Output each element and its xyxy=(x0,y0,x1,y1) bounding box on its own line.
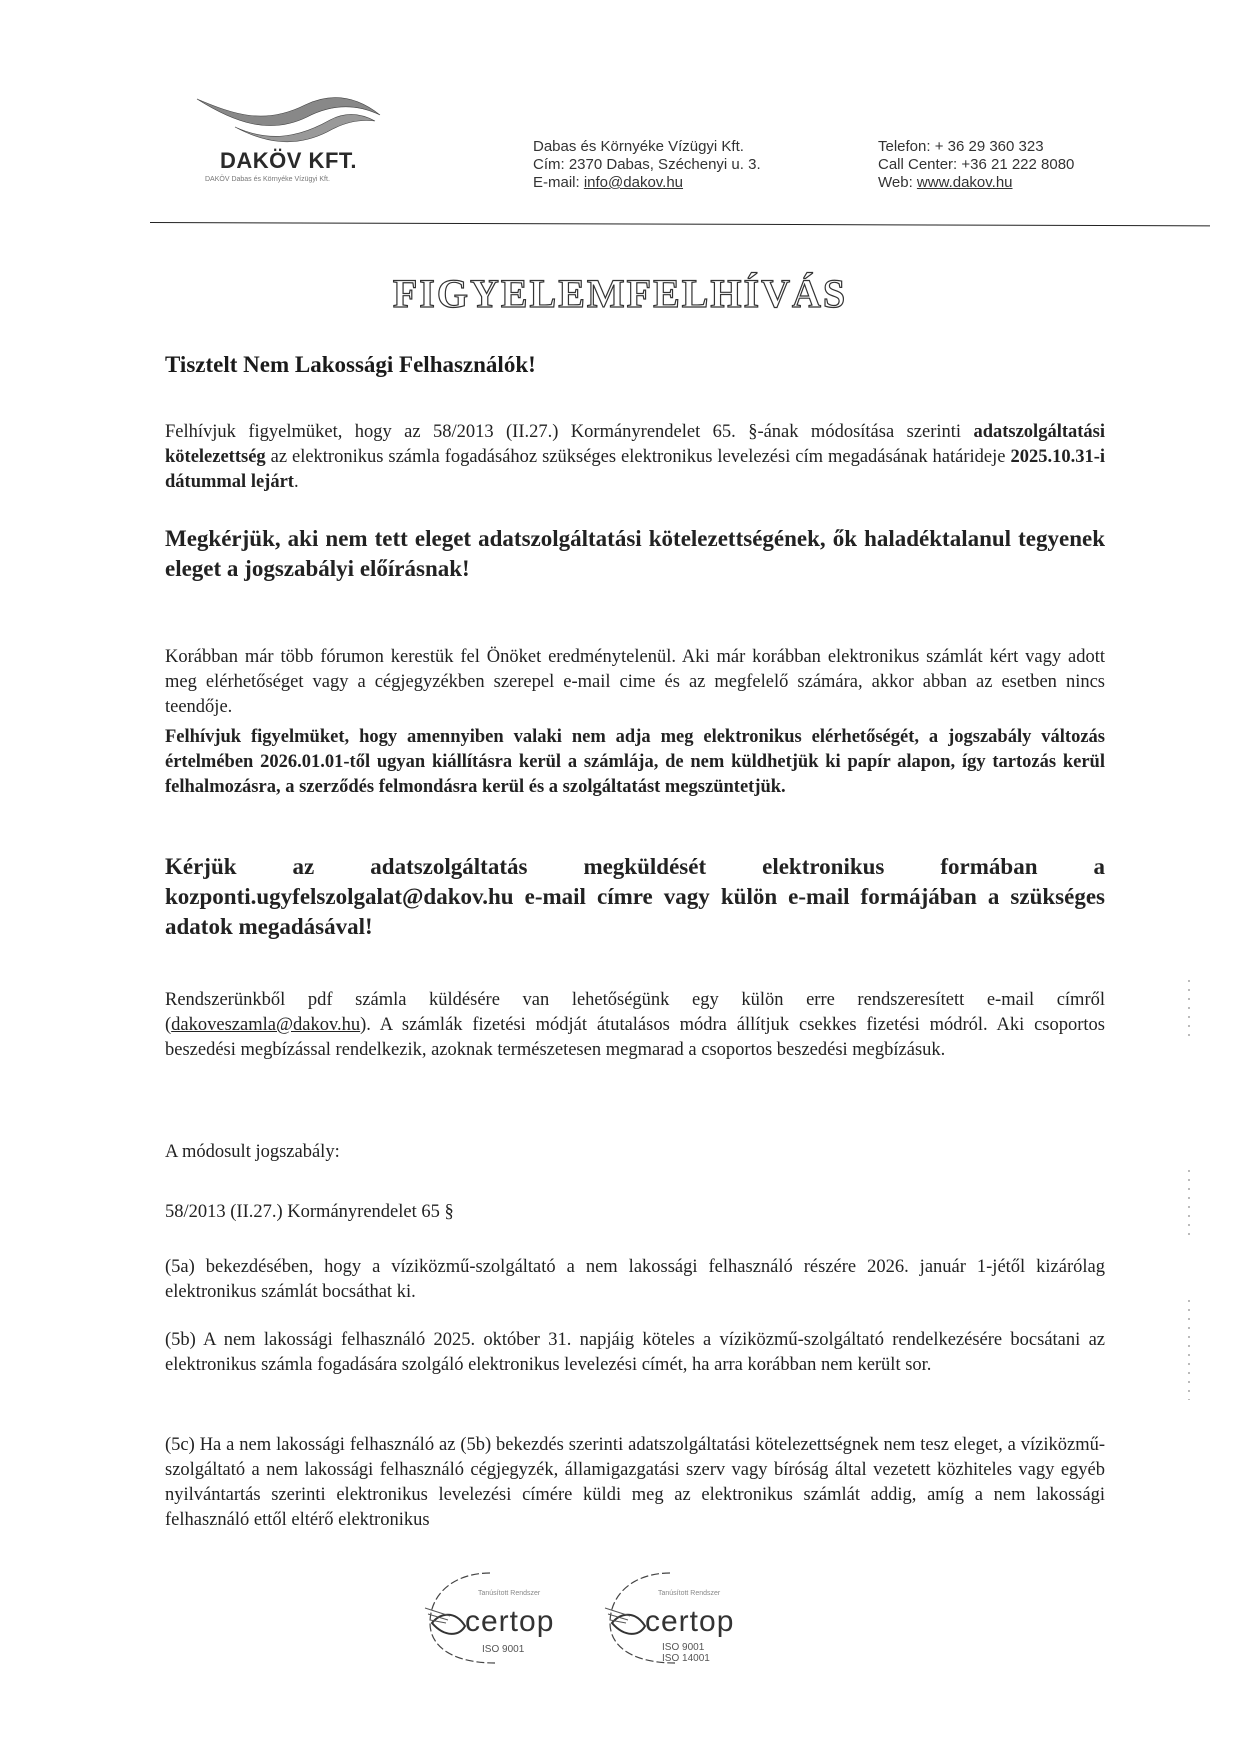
contact-address-block xyxy=(533,138,761,192)
paragraph-warning: Felhívjuk figyelmüket, hogy amennyiben valaki nem adja meg elektronikus elérhetőségét, a jogszabály változás értelmében 2026.01.01-től ugyan kiállításra kerül a számlája, de nem küldhetjük ki papír alapon, így tartozás kerül felhalmozásra, a szerződés felmondásra kerül és a szolgáltatást megszüntetjük. xyxy=(165,727,1105,797)
logo-tagline: DAKÖV Dabas és Környéke Vízügyi Kft. xyxy=(205,176,330,183)
call-center-number: Call Center: +36 21 222 8080 xyxy=(878,156,1075,173)
scan-artifact xyxy=(1188,1300,1190,1400)
amended-law-heading: A módosult jogszabály: xyxy=(165,1142,340,1162)
paragraph-previous-contact: Korábban már több fórumon kerestük fel Önöket eredménytelenül. Aki már korábban elektronikus számlát kért vagy adott meg elérhetőséget vagy a cégjegyzékben szerepel e-mail cime és az megfelelő számára, akkor abban az esetben nincs teendője. xyxy=(165,647,1105,717)
paragraph-request: Megkérjük, aki nem tett eleget adatszolgáltatási kötelezettségének, ők haladéktalanul tegyenek eleget a jogszabályi előírásnak! xyxy=(165,526,1105,581)
logo-name: DAKÖV KFT. xyxy=(220,148,357,173)
cert-standard: ISO 14001 xyxy=(662,1653,710,1664)
law-section-5a: (5a) bekezdésében, hogy a víziközmű-szolgáltató a nem lakossági felhasználó részére 2026. január 1-jétől kizárólag elektronikus számlát bocsáthat ki. xyxy=(165,1257,1105,1302)
phone-number: Telefon: + 36 29 360 323 xyxy=(878,138,1044,155)
cert-caption: Tanúsított Rendszer xyxy=(658,1590,721,1597)
cert-brand: certop xyxy=(645,1605,735,1638)
web-label: Web: xyxy=(878,174,917,191)
certop-badge-iso9001 xyxy=(420,1568,570,1668)
text: Rendszerünkből pdf számla küldésére van lehetőségünk egy külön erre rendszeresített e-mail címről ( xyxy=(165,990,1105,1035)
scan-artifact xyxy=(1188,980,1190,1040)
cert-caption: Tanúsított Rendszer xyxy=(478,1590,541,1597)
invoice-email-link[interactable]: dakoveszamla@dakov.hu xyxy=(171,1015,361,1035)
text: az elektronikus számla fogadásához szükséges elektronikus levelezési cím megadásának határideje xyxy=(265,447,1011,467)
cert-brand: certop xyxy=(465,1605,555,1638)
document-title: FIGYELEMFELHÍVÁS xyxy=(392,271,848,316)
deadline-date: 2025.10.31-i dátummal lejárt xyxy=(165,447,1105,492)
header-divider xyxy=(150,222,1210,226)
law-section-5b: (5b) A nem lakossági felhasználó 2025. október 31. napjáig köteles a víziközmű-szolgáltató rendelkezésére bocsátani az elektronikus számla fogadására szolgáló elektronikus levelezési címét, ha arra korábban nem került sor. xyxy=(165,1330,1105,1375)
salutation: Tisztelt Nem Lakossági Felhasználók! xyxy=(165,352,536,377)
company-email-line xyxy=(533,174,761,192)
paragraph-pdf-invoice xyxy=(165,988,1105,1063)
contact-phone-block xyxy=(878,138,1074,192)
company-logo xyxy=(185,85,395,195)
website-link[interactable]: www.dakov.hu xyxy=(916,174,1013,191)
cert-standard: ISO 9001 xyxy=(662,1642,705,1653)
law-section-5c: (5c) Ha a nem lakossági felhasználó az (5b) bekezdés szerinti adatszolgáltatási kötelezettségnek nem tesz eleget, a víziközmű-szolgáltató a nem lakossági felhasználó cégjegyzék, államigazgatási szerv vagy bíróság által vezetett közhiteles vagy egyéb nyilvántartás szerinti elektronikus levelezési címére küldi meg az elektronikus számlát addig, amíg a nem lakossági felhasználó ettől eltérő elektronikus xyxy=(165,1435,1105,1530)
scan-artifact xyxy=(1188,1170,1190,1240)
company-name: Dabas és Környéke Vízügyi Kft. xyxy=(533,138,744,155)
certop-badge-iso9001-14001 xyxy=(600,1568,750,1668)
text: ). A számlák fizetési módját átutalásos módra állítjuk csekkes fizetési módról. Aki csoportos beszedési megbízással rendelkezik, azoknak természetesen megmarad a csoportos beszedési megbízásuk. xyxy=(165,1015,1105,1060)
text: Felhívjuk figyelmüket, hogy az 58/2013 (II.27.) Kormányrendelet 65. §-ának módosítása szerinti xyxy=(165,422,974,442)
text: . xyxy=(293,472,299,492)
paragraph-intro xyxy=(165,420,1105,495)
email-link[interactable]: info@dakov.hu xyxy=(583,174,684,191)
law-reference: 58/2013 (II.27.) Kormányrendelet 65 § xyxy=(165,1202,454,1222)
email-label: E-mail: xyxy=(533,174,584,191)
company-address: Cím: 2370 Dabas, Széchenyi u. 3. xyxy=(533,156,761,173)
paragraph-submission-request: Kérjük az adatszolgáltatás megküldését elektronikus formában a kozponti.ugyfelszolgalat@dakov.hu e-mail címre vagy külön e-mail formájában a szükséges adatok megadásával! xyxy=(165,854,1105,939)
text-bold: adatszolgáltatási kötelezettség xyxy=(165,422,1105,467)
cert-standard: ISO 9001 xyxy=(482,1644,525,1655)
wave-logo-icon xyxy=(195,85,385,147)
website-line xyxy=(878,174,1074,192)
